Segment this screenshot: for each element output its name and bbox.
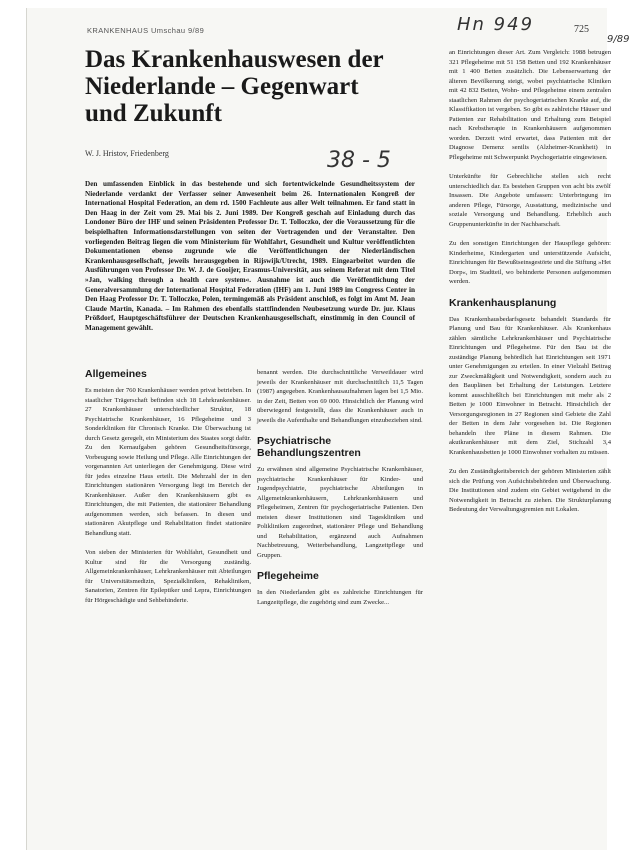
middle-column: [257, 368, 423, 611]
middle-paragraph-3: In den Niederlanden gibt es zahlreiche Einrichtungen für Langzeitpflege, die zugehörig sind zum Zwecke...: [257, 589, 423, 606]
handwritten-note-small: 9/89: [607, 34, 629, 45]
middle-paragraph-2: Zu erwähnen sind allgemeine Psychiatrische Krankenhäuser, psychiatrische Krankenhäuser für Kinder- und Jugendpsychiatrie, psychiatrische Abteilungen in Allgemeinkrankenhäusern, Lehrkrankenhäusern und Pflegeheimen, Zentren für psychogeriatrische Patienten. Den meisten dieser Institutionen sind Tageskliniken und Polikliniken zugeordnet, stationärer Pflege und Behandlung und Rehabilitation, ergänzend auch Aufnahmen Nachbetreuung, Weiterbehandlung, Langzeitpflege und Gruppen.: [257, 466, 423, 559]
right-paragraph-1: an Einrichtungen dieser Art. Zum Vergleich: 1988 betrugen 321 Pflegeheime mit 51 158 Betten und 192 Krankenhäuser mit 1 400 Betten zusätzlich. Die Lebenserwartung der älteren Bevölkerung steigt, wobei psychiatrische Kliniken mit 42 832 Betten, Wohn- und Pflegeheime einem zentralen staatlichen Rahmen der psychogeriatrischen Kranke auf, die Klassifikation ist vergeben. So gibt es zahlreiche Häuser und Patienten zur Rehabilitation und Erhaltung zum Beispiel nach Krebstherapie in Krankenhäusern aufgenommen worden. Derzeit wird erwartet, dass Patienten mit der Diagnose Demenz senilis (Alzheimer-Krankheit) in Pflegeheime mit Schwerpunkt Psychogeriatrie eingewiesen.: [449, 49, 611, 161]
handwritten-note-top: Hn 949: [457, 14, 535, 35]
allgemeines-paragraph-2: Von sieben der Ministerien für Wohlfahrt, Gesundheit und Kultur sind für die Versorgung zuständig. Allgemeinkrankenhäuser, Lehrkrankenhäuser mit Abteilungen für Universitätsmedizin, Spezialkliniken, Rehakliniken, Sanatorien, Zentren für Epileptiker und Lepra, Einrichtungen für Hörgeschädigte und Sehbehinderte.: [85, 549, 251, 604]
page: [26, 8, 629, 850]
right-paragraph-2: Unterkünfte für Gebrechliche stellen sich recht unterschiedlich dar. Es bestehen Gruppen von acht bis zwölf Insassen. Die Angebote umfassen: Unterbringung im anderen Pflege, Fürsorge, Ausstattung, medizinische und soziale Versorgung und Behandlung. Erheblich auch Gruppenunterkünfte in der Nachbarschaft.: [449, 173, 611, 228]
article-title: Das Krankenhauswesen der Niederlande – Gegenwart und Zukunft: [85, 46, 384, 127]
handwritten-note-mid: 38 - 5: [327, 148, 391, 173]
right-paragraph-4: Das Krankenhausbedarfsgesetz behandelt Standards für Planung und Bau für Krankenhäuser. Als Krankenhaus zählen sämtliche Lehrkrankenhäuser und Psychiatrische Einrichtungen und Pflegeheime. Für den Bau ist die zuständige Planung behördlich hat Einrichtungen seit 1971 unter Genehmigungen zu erteilen. In einer Vielzahl Beitrag zur Zweckmäßigkeit und Notwendigkeit, sondern auch zu den Bauplänen bei Erhaltung der Leistungen. Letztere kommt ausschließlich bei Einrichtungen mit mehr als 2 Betten je 1000 Einwohner in Betracht. Hinsichtlich der Versorgungsregionen in 27 Regionen sind Gebiete die Zahl der Betten in dem Jahr vorgesehen ist. Die Regionen behandeln ihre Pläne in diesem Rahmen. Die akutkrankenhäuser mit dem Ziel, Stichzahl 3,4 Krankenhausbetten je 1000 Einwohner vorhalten zu müssen.: [449, 315, 611, 456]
running-head: KRANKENHAUS Umschau 9/89: [87, 26, 205, 35]
article-author: W. J. Hristov, Friedenberg: [85, 149, 169, 158]
allgemeines-paragraph-1: Es meisten der 760 Krankenhäuser werden privat betrieben. In staatlicher Trägerschaft befinden sich 18 Lehrkrankenhäuser. 27 Krankenhäuser unterschiedlicher Struktur, 18 Psychiatrische Krankenhäuser, 16 Pflegeheime und 3 Sonderkliniken für Chronisch Kranke. Die Überwachung ist durch Gesetz geregelt, ein Ministerium des Staates sorgt dafür. Zu den Kernaufgaben gehören Gesundheitsfürsorge, Vorbeugung sowie Heilung und Pflege. Alle Einrichtungen der vorgenannten Art unterliegen der Genehmigung. Diese wird für jedes einzelne Haus erteilt. Die Mehrzahl der in den Einrichtungen stationären Versorgung liegt im Bereich der Krankenhäuser. Außer den Krankenhäusern gibt es Einrichtungen, die mit Patienten, die stationärer Behandlung aufgenommen werden, sich befassen. In diesen und stationären Akutpflege und Rehabilitation findet stationäre Behandlung statt.: [85, 387, 251, 537]
right-column: [449, 48, 611, 519]
heading-psychiatrische: Psychiatrische Behandlungszentren: [257, 435, 361, 459]
right-paragraph-3: Zu den sonstigen Einrichtungen der Hauspflege gehören: Kinderheime, Kindergarten und unterstützende Aufsicht, Einrichtungen für Bewußtseinsgestörte und die Stiftung »Het Dorp«, im Stadtteil, wo behinderte Personen aufgenommen werden.: [449, 240, 611, 285]
heading-pflegeheime: Pflegeheime: [257, 570, 319, 582]
page-number: 725: [574, 24, 589, 35]
heading-allgemeines: Allgemeines: [85, 368, 147, 380]
left-column: [85, 368, 251, 609]
article-lead: Den umfassenden Einblick in das bestehende und sich fortentwickelnde Gesundheitssystem der Niederlande verdankt der Verfasser seiner Anwesenheit beim 26. Internationalen Kongreß der International Hospital Federation, an dem rd. 1500 Fachleute aus aller Welt teilnahmen. Er fand statt in Den Haag in der Zeit vom 29. Mai bis 2. Juni 1989. Der Kongreß geschah auf Einladung durch das Londoner Büro der IHF und seinen Präsidenten Professor Dr. T. Tolloczko, der die Voraussetzung für die beispielhaften Informationsdarstellungen von seiten der Vortragenden und der Veranstalter. Den vorliegenden Beitrag liegen die vom Ministerium für Wohlfahrt, Gesundheit und Kultur veröffentlichten Dokumentationen ebenso zugrunde wie die Veröffentlichungen der Niederländischen Krankenhausgesellschaft, jeweils herausgegeben in Rijswijk/Utrecht, 1989. Eingearbeitet wurden die Ausführungen von Professor Dr. W. J. de Gooijer, Erasmus-Universität, aus seinem Referat mit dem Titel »Jan, walking through a health care system«. Ausnahme ist auch die Veröffentlichung der Generalversammlung der International Hospital Federation (IHF) am 1. Juni 1989 im Congress Center in Den Haag Professor Dr. T. Tolloczko, Polen, termingemäß als Präsident anschloß, es folgt im Amt M. Jean Claude Martin, Kanada. – Im Rahmen des ebenfalls stattfindenden Neubesetzung wurde Dr. jur. Klaus Prößdorf, Hauptgeschäftsführer der Deutschen Krankenhausgesellschaft, einstimmig in den Council of Management gewählt.: [85, 180, 415, 332]
right-paragraph-5: Zu den Zuständigkeitsbereich der gehören Ministerien zählt sich die Prüfung von Aufsichtsbehörden und Überwachung. Die Institutionen sind zudem ein Gebiet weitgehend in die Notwendigkeit in Betracht zu ziehen. Die Strukturplanung Bedeutung der Verwaltungsgremien mit Lokalen.: [449, 468, 611, 513]
heading-krankenhausplanung: Krankenhausplanung: [449, 296, 557, 309]
middle-paragraph-1: benannt werden. Die durchschnittliche Verweildauer wird jeweils der Krankenhäuser mit durchschnittlich 11,5 Tagen (1987) angegeben. Krankenhausaufnahmen lagen bei 1,5 Mio. in der Zeit, Betten von 69 000. Hinsichtlich der Planung wird überwiegend festgestellt, dass die Krankenhäuser auch in jeweils die Aufenthalte und Behandlungen einzubeziehen sind.: [257, 369, 423, 424]
